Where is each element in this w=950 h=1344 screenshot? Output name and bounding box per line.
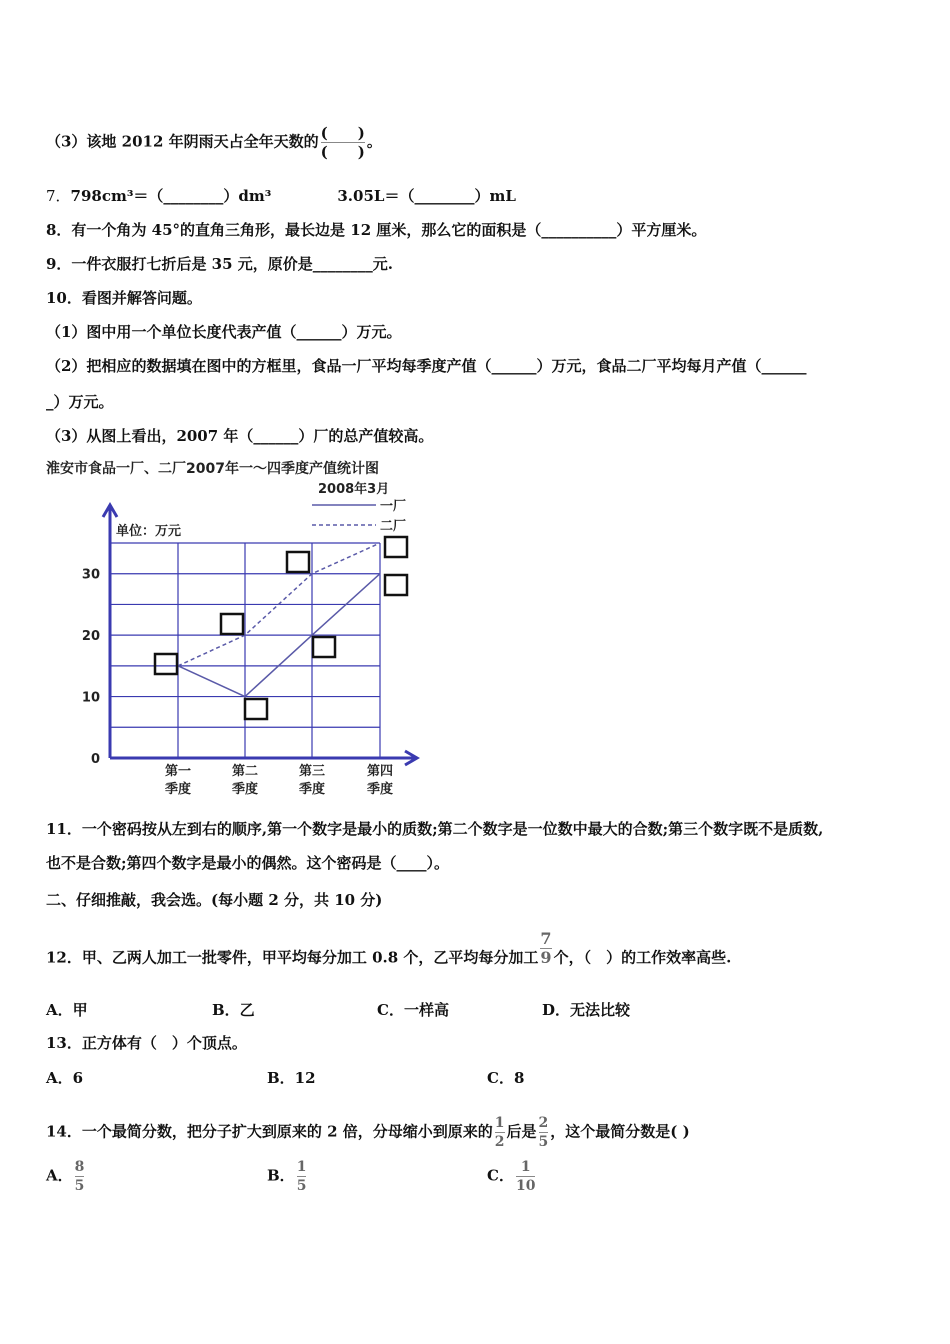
production-line-chart	[40, 455, 470, 805]
option-label: A．	[46, 1166, 73, 1185]
option-fraction	[297, 1158, 307, 1195]
option-label: C．	[487, 1166, 514, 1185]
q14-option-a[interactable]	[46, 1158, 86, 1195]
x-tick-label: 季度	[164, 782, 192, 797]
fraction-2-5	[539, 1114, 549, 1151]
fraction-1-2	[495, 1114, 505, 1151]
y-tick-label: 10	[81, 690, 100, 706]
chart-unit-label: 单位：万元	[116, 524, 182, 539]
numerator: 2	[538, 1115, 549, 1131]
q13-option-b[interactable]: B．12	[267, 1069, 316, 1087]
denominator: 5	[74, 1178, 85, 1194]
option-fraction	[75, 1158, 85, 1195]
answer-box	[287, 552, 309, 572]
x-tick-label: 季度	[366, 782, 394, 797]
question-10-sub3: （3）从图上看出，2007 年（______）厂的总产值较高。	[46, 427, 434, 445]
question-10-sub2-cont: _）万元。	[46, 393, 114, 411]
q12-option-d[interactable]: D．无法比较	[542, 1001, 631, 1019]
answer-box	[221, 614, 243, 634]
answer-box	[385, 537, 407, 557]
q14-option-c[interactable]	[487, 1158, 537, 1195]
q12-suffix: 个，（ ）的工作效率高些.	[553, 948, 732, 967]
q12-option-b[interactable]: B．乙	[212, 1001, 255, 1019]
q6-3-text: （3）该地 2012 年阴雨天占全年天数的	[46, 132, 319, 151]
q13-option-c[interactable]: C．8	[487, 1069, 525, 1087]
question-8: 8．有一个角为 45°的直角三角形，最长边是 12 厘米，那么它的面积是（__________）平方厘米。	[46, 221, 707, 239]
denominator: 9	[540, 948, 552, 967]
denominator: 10	[515, 1178, 536, 1194]
option-label: B．	[267, 1166, 295, 1185]
answer-box	[385, 575, 407, 595]
answer-box	[155, 654, 177, 674]
chart-title: 淮安市食品一厂、二厂2007年一～四季度产值统计图	[46, 461, 379, 477]
x-tick-label: 第一	[164, 764, 192, 779]
q6-3-suffix: 。	[366, 132, 382, 151]
question-13: 13．正方体有（ ）个顶点。	[46, 1034, 247, 1052]
question-10-sub1: （1）图中用一个单位长度代表产值（______）万元。	[46, 323, 402, 341]
numerator: 1	[296, 1159, 307, 1175]
fraction-denominator-blank[interactable]: ( )	[320, 143, 365, 161]
q7-part1: 798cm³＝（________）dm³	[70, 187, 272, 205]
denominator: 2	[494, 1134, 505, 1150]
numerator: 1	[516, 1158, 535, 1177]
question-7	[46, 186, 516, 206]
q7-number: 7．	[46, 187, 71, 205]
denominator: 5	[538, 1134, 549, 1150]
question-9: 9．一件衣服打七折后是 35 元，原价是________元.	[46, 255, 393, 273]
q7-part2: 3.05L＝（________）mL	[337, 187, 516, 205]
q12-prefix: 12．甲、乙两人加工一批零件，甲平均每分加工 0.8 个，乙平均每分加工	[46, 948, 539, 967]
q13-option-a[interactable]: A．6	[46, 1069, 84, 1087]
x-tick-label: 第三	[298, 764, 326, 779]
question-10-title: 10．看图并解答问题。	[46, 289, 202, 307]
question-11-line2: 也不是合数;第四个数字是最小的偶然。这个密码是（____）。	[46, 854, 450, 872]
numerator: 8	[74, 1159, 85, 1175]
answer-box	[313, 637, 335, 657]
question-10-sub2: （2）把相应的数据填在图中的方框里，食品一厂平均每季度产值（______）万元，食品二厂平均每月产值（______	[46, 357, 807, 375]
answer-fraction-blank[interactable]	[321, 124, 365, 161]
y-tick-label: 30	[81, 567, 100, 583]
y-tick-label: 0	[90, 752, 100, 767]
x-tick-label: 第二	[231, 764, 259, 779]
q14-prefix: 14．一个最简分数，把分子扩大到原来的 2 倍，分母缩小到原来的	[46, 1122, 493, 1141]
question-12	[46, 929, 732, 977]
q12-option-c[interactable]: C．一样高	[377, 1001, 449, 1019]
legend-label: 二厂	[380, 519, 407, 534]
numerator: 1	[494, 1115, 505, 1131]
x-tick-label: 季度	[231, 782, 259, 797]
legend-label: 一厂	[380, 499, 407, 514]
section-2-heading: 二、仔细推敲，我会选。(每小题 2 分，共 10 分)	[46, 891, 383, 909]
option-fraction	[516, 1158, 535, 1195]
chart-subtitle: 2008年3月	[318, 482, 390, 497]
y-tick-label: 20	[81, 629, 100, 645]
x-tick-label: 第四	[366, 764, 394, 779]
question-14	[46, 1114, 690, 1151]
question-6-part-3	[46, 124, 382, 161]
answer-box	[245, 699, 267, 719]
fraction-numerator-blank[interactable]: ( )	[320, 124, 365, 142]
denominator: 5	[296, 1178, 307, 1194]
x-tick-label: 季度	[298, 782, 326, 797]
q14-option-b[interactable]	[267, 1158, 308, 1195]
fraction-7-9	[540, 930, 551, 967]
numerator: 7	[540, 929, 552, 948]
q14-suffix: ，这个最简分数是( )	[550, 1122, 690, 1141]
question-11-line1: 11．一个密码按从左到右的顺序,第一个数字是最小的质数;第二个数字是一位数中最大的合数;第三个数字既不是质数,	[46, 820, 824, 838]
q12-option-a[interactable]: A．甲	[46, 1001, 88, 1019]
q14-mid: 后是	[506, 1122, 537, 1141]
